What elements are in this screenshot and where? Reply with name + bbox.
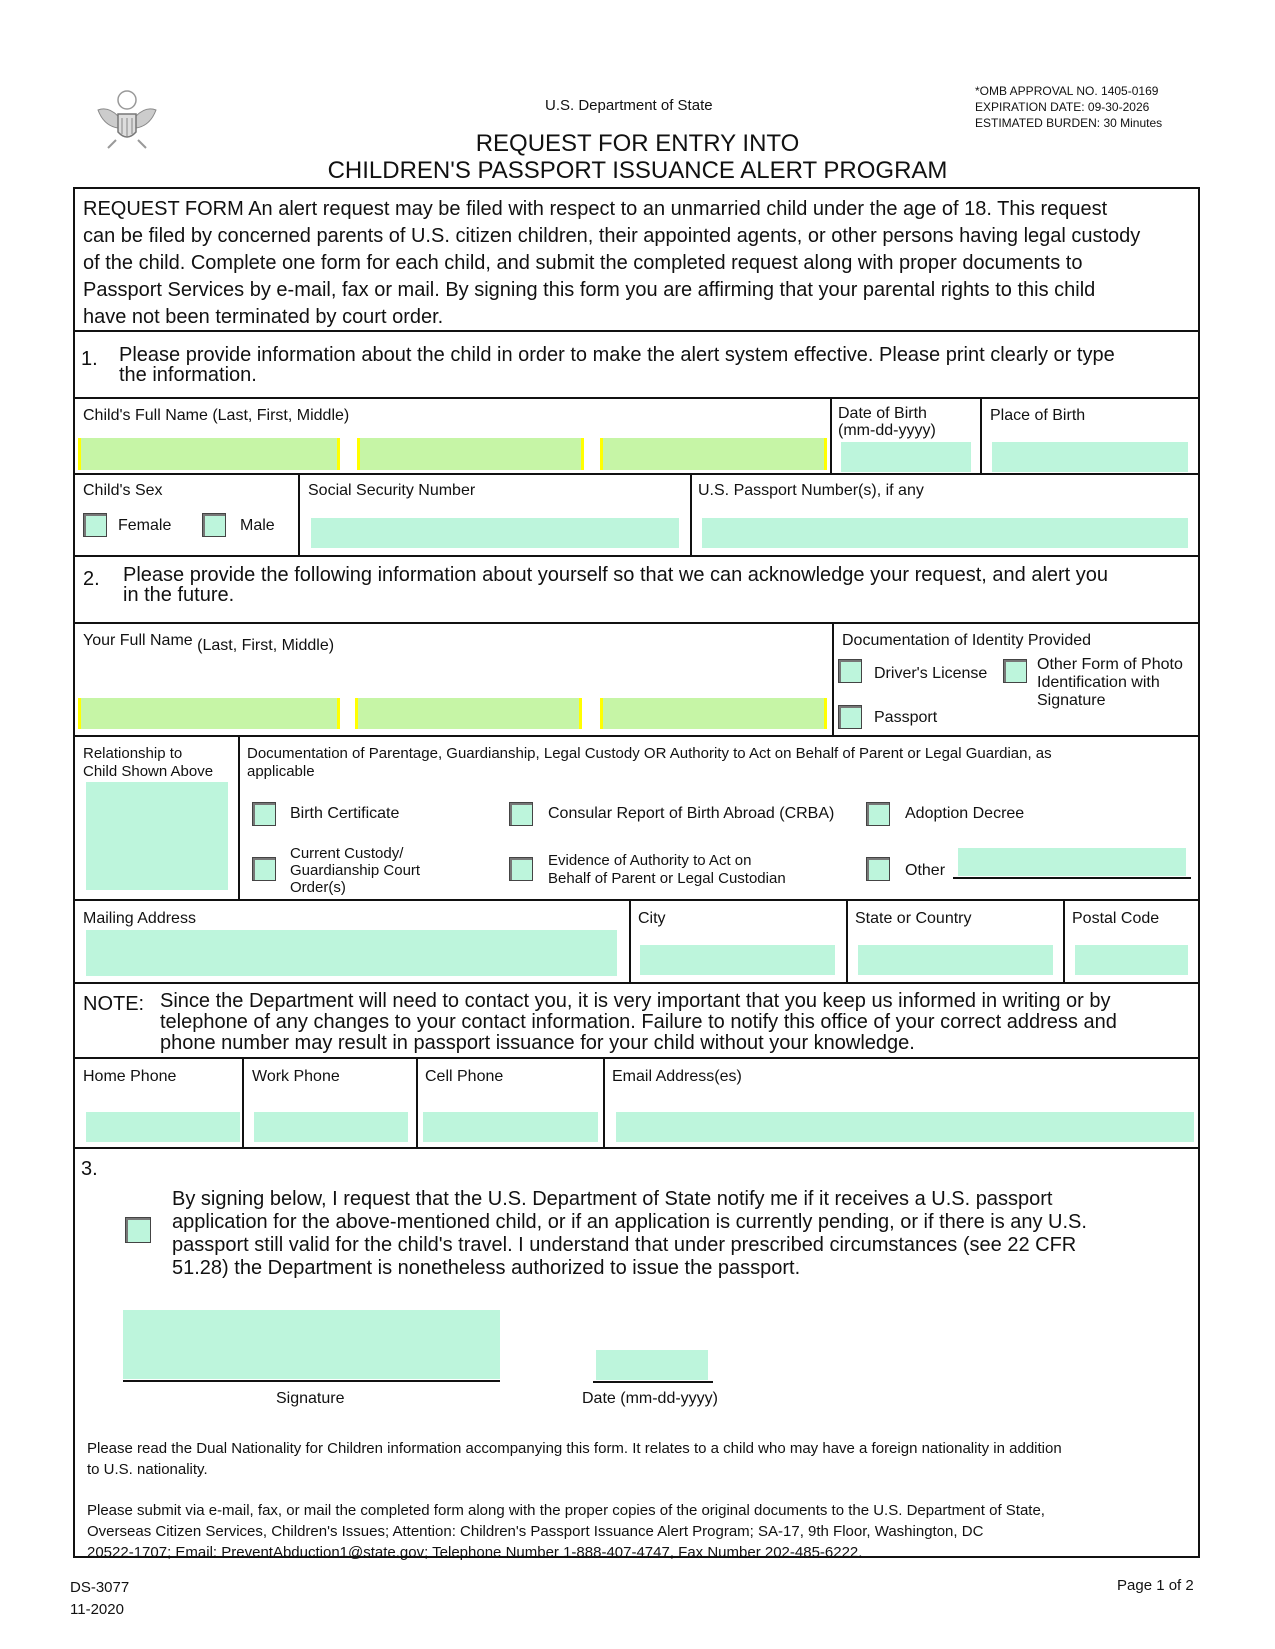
divider (73, 397, 1200, 399)
section1-number: 1. (81, 348, 98, 370)
ssn-label: Social Security Number (308, 482, 476, 499)
cell-phone-label: Cell Phone (425, 1068, 504, 1085)
omb-block (975, 83, 1162, 131)
department-name: U.S. Department of State (545, 97, 713, 114)
male-checkbox[interactable] (202, 513, 226, 537)
cell-phone-input[interactable] (423, 1112, 598, 1142)
divider (73, 1147, 1200, 1149)
other-photo-id-checkbox[interactable] (1003, 659, 1027, 683)
estimated-burden: ESTIMATED BURDEN: 30 Minutes (975, 116, 1163, 130)
crba-checkbox[interactable] (509, 802, 533, 826)
signature-input[interactable] (123, 1310, 500, 1379)
ssn-input[interactable] (311, 518, 679, 548)
form-id (70, 1577, 129, 1621)
female-checkbox[interactable] (83, 513, 107, 537)
dob-label: Date of Birth (mm-dd-yyyy) (838, 405, 936, 439)
expiration-date: EXPIRATION DATE: 09-30-2026 (975, 100, 1150, 114)
form-date: 11-2020 (70, 1601, 124, 1618)
other-photo-id-label: Other Form of Photo Identification with Signature (1037, 656, 1183, 709)
work-phone-input[interactable] (254, 1112, 408, 1142)
section2-instructions: Please provide the following information about yourself so that we can acknowledge your request, and alert you in the future. (123, 564, 1109, 606)
divider (73, 473, 1200, 475)
drivers-license-label: Driver's License (874, 665, 988, 682)
section2-number: 2. (83, 568, 100, 590)
other-doc-checkbox[interactable] (866, 857, 890, 881)
page-title (0, 130, 1275, 184)
custody-order-label: Current Custody/ Guardianship Court Order(s) (290, 845, 421, 896)
work-phone-label: Work Phone (252, 1068, 340, 1085)
email-input[interactable] (616, 1112, 1194, 1142)
doc-identity-label: Documentation of Identity Provided (842, 632, 1092, 649)
birth-certificate-label: Birth Certificate (290, 805, 400, 822)
adoption-decree-checkbox[interactable] (866, 802, 890, 826)
authority-checkbox[interactable] (509, 857, 533, 881)
section1-instructions: Please provide information about the child in order to make the alert system effective. Please print clearly or type the information. (119, 344, 1115, 386)
your-middle-name-input[interactable] (600, 698, 827, 729)
passport-number-label: U.S. Passport Number(s), if any (698, 482, 924, 499)
state-country-label: State or Country (855, 910, 972, 927)
home-phone-label: Home Phone (83, 1068, 177, 1085)
submission-instructions: Please submit via e-mail, fax, or mail the completed form along with the proper copies of the original documents to the U.S. Department of State, Overseas Citizen Services, Children's Issues; Attention: Children's Passport Issuance Alert Program; SA-17, 9th Floor, Washington, DC 20522-1707; Email: PreventAbduction1@state.gov; Telephone Number 1-888-407-4747, Fax Number 202-485-6222. (87, 1502, 1045, 1561)
city-input[interactable] (640, 945, 835, 975)
child-sex-label: Child's Sex (83, 482, 163, 499)
child-name-label: Child's Full Name (Last, First, Middle) (83, 407, 350, 424)
child-middle-name-input[interactable] (600, 438, 827, 470)
email-label: Email Address(es) (612, 1068, 742, 1085)
intro-text: REQUEST FORM An alert request may be filed with respect to an unmarried child under the age of 18. This request can be filed by concerned parents of U.S. citizen children, their appointed agents, or other persons having legal custody of the child. Complete one form for each child, and submit the completed request along with proper documents to Passport Services by e-mail, fax or mail. By signing this form you are affirming that your parental rights to this child have not been terminated by court order. (83, 198, 1141, 328)
parentage-label: Documentation of Parentage, Guardianship, Legal Custody OR Authority to Act on Behalf of Parent or Legal Guardian, as applicable (247, 745, 1052, 780)
home-phone-input[interactable] (86, 1112, 240, 1142)
your-first-name-input[interactable] (355, 698, 582, 729)
note-text: Since the Department will need to contact you, it is very important that you keep us informed in writing or by telephone of any changes to your contact information. Failure to notify this office of your correct address and phone number may result in passport issuance for your child without your knowledge. (160, 990, 1117, 1054)
authority-label: Evidence of Authority to Act on Behalf of Parent or Legal Custodian (548, 852, 786, 887)
divider (73, 622, 1200, 624)
divider (73, 330, 1200, 332)
dual-nationality-note: Please read the Dual Nationality for Children information accompanying this form. It relates to a child who may have a foreign nationality in addition to U.S. nationality. (87, 1440, 1062, 1478)
your-name-label: Your Full Name (Last, First, Middle) (83, 632, 335, 654)
consent-checkbox[interactable] (125, 1217, 151, 1243)
city-label: City (638, 910, 666, 927)
mailing-address-label: Mailing Address (83, 910, 196, 927)
child-last-name-input[interactable] (78, 438, 340, 470)
signature-date-input[interactable] (596, 1350, 708, 1380)
title-line-1: REQUEST FOR ENTRY INTO (475, 130, 800, 157)
child-first-name-input[interactable] (357, 438, 584, 470)
postal-code-label: Postal Code (1072, 910, 1160, 927)
divider (73, 899, 1200, 901)
mailing-address-input[interactable] (86, 930, 617, 976)
signature-label: Signature (276, 1390, 345, 1407)
custody-order-checkbox[interactable] (252, 857, 276, 881)
female-label: Female (118, 517, 172, 534)
divider (73, 735, 1200, 737)
drivers-license-checkbox[interactable] (838, 659, 862, 683)
divider (73, 555, 1200, 557)
omb-approval: *OMB APPROVAL NO. 1405-0169 (975, 84, 1159, 98)
page-number: Page 1 of 2 (1117, 1577, 1194, 1594)
other-doc-label: Other (905, 862, 946, 879)
postal-code-input[interactable] (1075, 945, 1188, 975)
other-doc-input[interactable] (958, 848, 1186, 876)
adoption-decree-label: Adoption Decree (905, 805, 1025, 822)
signature-date-label: Date (mm-dd-yyyy) (582, 1390, 719, 1407)
passport-checkbox[interactable] (838, 705, 862, 729)
crba-label: Consular Report of Birth Abroad (CRBA) (548, 805, 835, 822)
male-label: Male (240, 517, 275, 534)
relationship-input[interactable] (86, 782, 228, 890)
note-label: NOTE: (83, 993, 145, 1015)
child-dob-input[interactable] (841, 442, 971, 472)
child-pob-input[interactable] (992, 442, 1188, 472)
passport-id-label: Passport (874, 709, 938, 726)
form-number: DS-3077 (70, 1579, 130, 1596)
relationship-label: Relationship to Child Shown Above (83, 745, 214, 780)
pob-label: Place of Birth (990, 407, 1086, 424)
your-last-name-input[interactable] (78, 698, 340, 729)
birth-certificate-checkbox[interactable] (252, 802, 276, 826)
divider (73, 982, 1200, 984)
section3-number: 3. (81, 1158, 98, 1180)
passport-number-input[interactable] (702, 518, 1188, 548)
title-line-2: CHILDREN'S PASSPORT ISSUANCE ALERT PROGRAM (327, 157, 948, 184)
state-country-input[interactable] (858, 945, 1053, 975)
consent-text: By signing below, I request that the U.S. Department of State notify me if it receives a U.S. passport application for the above-mentioned child, or if an application is currently pending, or if there is any U.S. passport still valid for the child's travel. I understand that under prescribed circumstances (see 22 CFR 51.28) the Department is nonetheless authorized to issue the passport. (172, 1188, 1087, 1279)
